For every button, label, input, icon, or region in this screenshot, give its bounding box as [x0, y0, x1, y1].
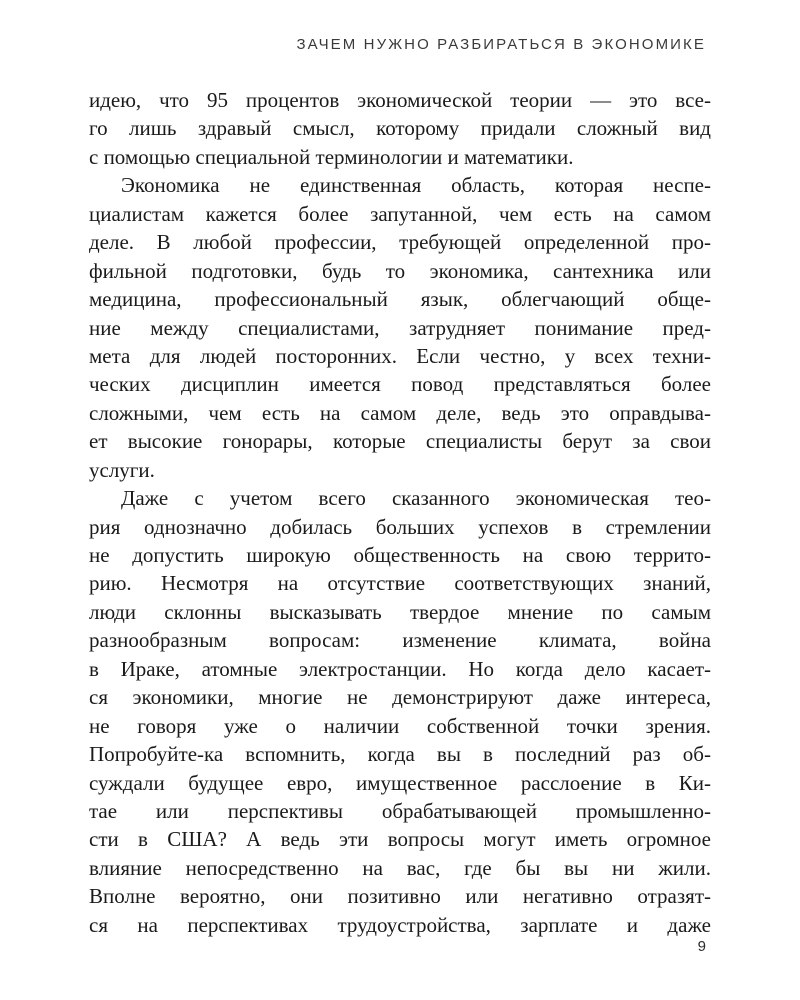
text-line: услуги.: [89, 457, 155, 482]
text-line: го лишь здравый смысл, которому придали сложный вид: [89, 116, 711, 141]
text-line: рия однозначно добилась больших успехов в стремлении: [89, 514, 711, 539]
text-line: ние между специалистами, затрудняет понимание пред-: [89, 315, 711, 340]
text-line: идею, что 95 процентов экономической теории — это все-: [89, 88, 711, 112]
text-line: медицина, профессиональный язык, облегчающий обще-: [89, 287, 711, 312]
text-line: Даже с учетом всего сказанного экономическая тео-: [121, 486, 711, 511]
text-line: люди склонны высказывать твердое мнение по самым: [89, 599, 711, 624]
text-line: не допустить широкую общественность на свою террито-: [89, 543, 711, 567]
text-line: Экономика не единственная область, которая неспе-: [121, 173, 711, 198]
text-line: Вполне вероятно, они позитивно или негативно отразят-: [89, 884, 711, 909]
text-line: влияние непосредственно на вас, где бы вы ни жили.: [89, 855, 711, 880]
text-line: сложными, чем есть на самом деле, ведь это оправдыва-: [89, 400, 711, 425]
text-line: фильной подготовки, будь то экономика, сантехника или: [89, 258, 711, 283]
text-line: сти в США? А ведь эти вопросы могут иметь огромное: [89, 827, 711, 852]
text-line: деле. В любой профессии, требующей определенной про-: [89, 230, 711, 255]
text-line: ет высокие гонорары, которые специалисты берут за свои: [89, 429, 711, 454]
text-line: с помощью специальной терминологии и математики.: [89, 144, 574, 169]
text-line: циалистам кажется более запутанной, чем есть на самом: [89, 201, 711, 226]
text-line: Попробуйте-ка вспомнить, когда вы в последний раз об-: [89, 742, 711, 767]
text-line: ческих дисциплин имеется повод представляться более: [89, 372, 711, 397]
text-line: ся на перспективах трудоустройства, зарплате и даже: [89, 912, 711, 937]
text-line: не говоря уже о наличии собственной точки зрения.: [89, 713, 711, 738]
text-line: суждали будущее евро, имущественное расслоение в Ки-: [89, 770, 711, 795]
text-line: тае или перспективы обрабатывающей промышленно-: [89, 798, 711, 823]
text-line: в Ираке, атомные электростанции. Но когда дело касает-: [89, 656, 711, 681]
text-line: ся экономики, многие не демонстрируют даже интереса,: [89, 685, 711, 710]
text-line: рию. Несмотря на отсутствие соответствующих знаний,: [89, 571, 711, 596]
page-number: 9: [697, 938, 706, 955]
text-line: разнообразным вопросам: изменение климата, война: [89, 628, 711, 653]
running-head: ЗАЧЕМ НУЖНО РАЗБИРАТЬСЯ В ЭКОНОМИКЕ: [296, 36, 706, 53]
body-text: [89, 86, 711, 939]
text-line: мета для людей посторонних. Если честно, у всех техни-: [89, 343, 711, 368]
